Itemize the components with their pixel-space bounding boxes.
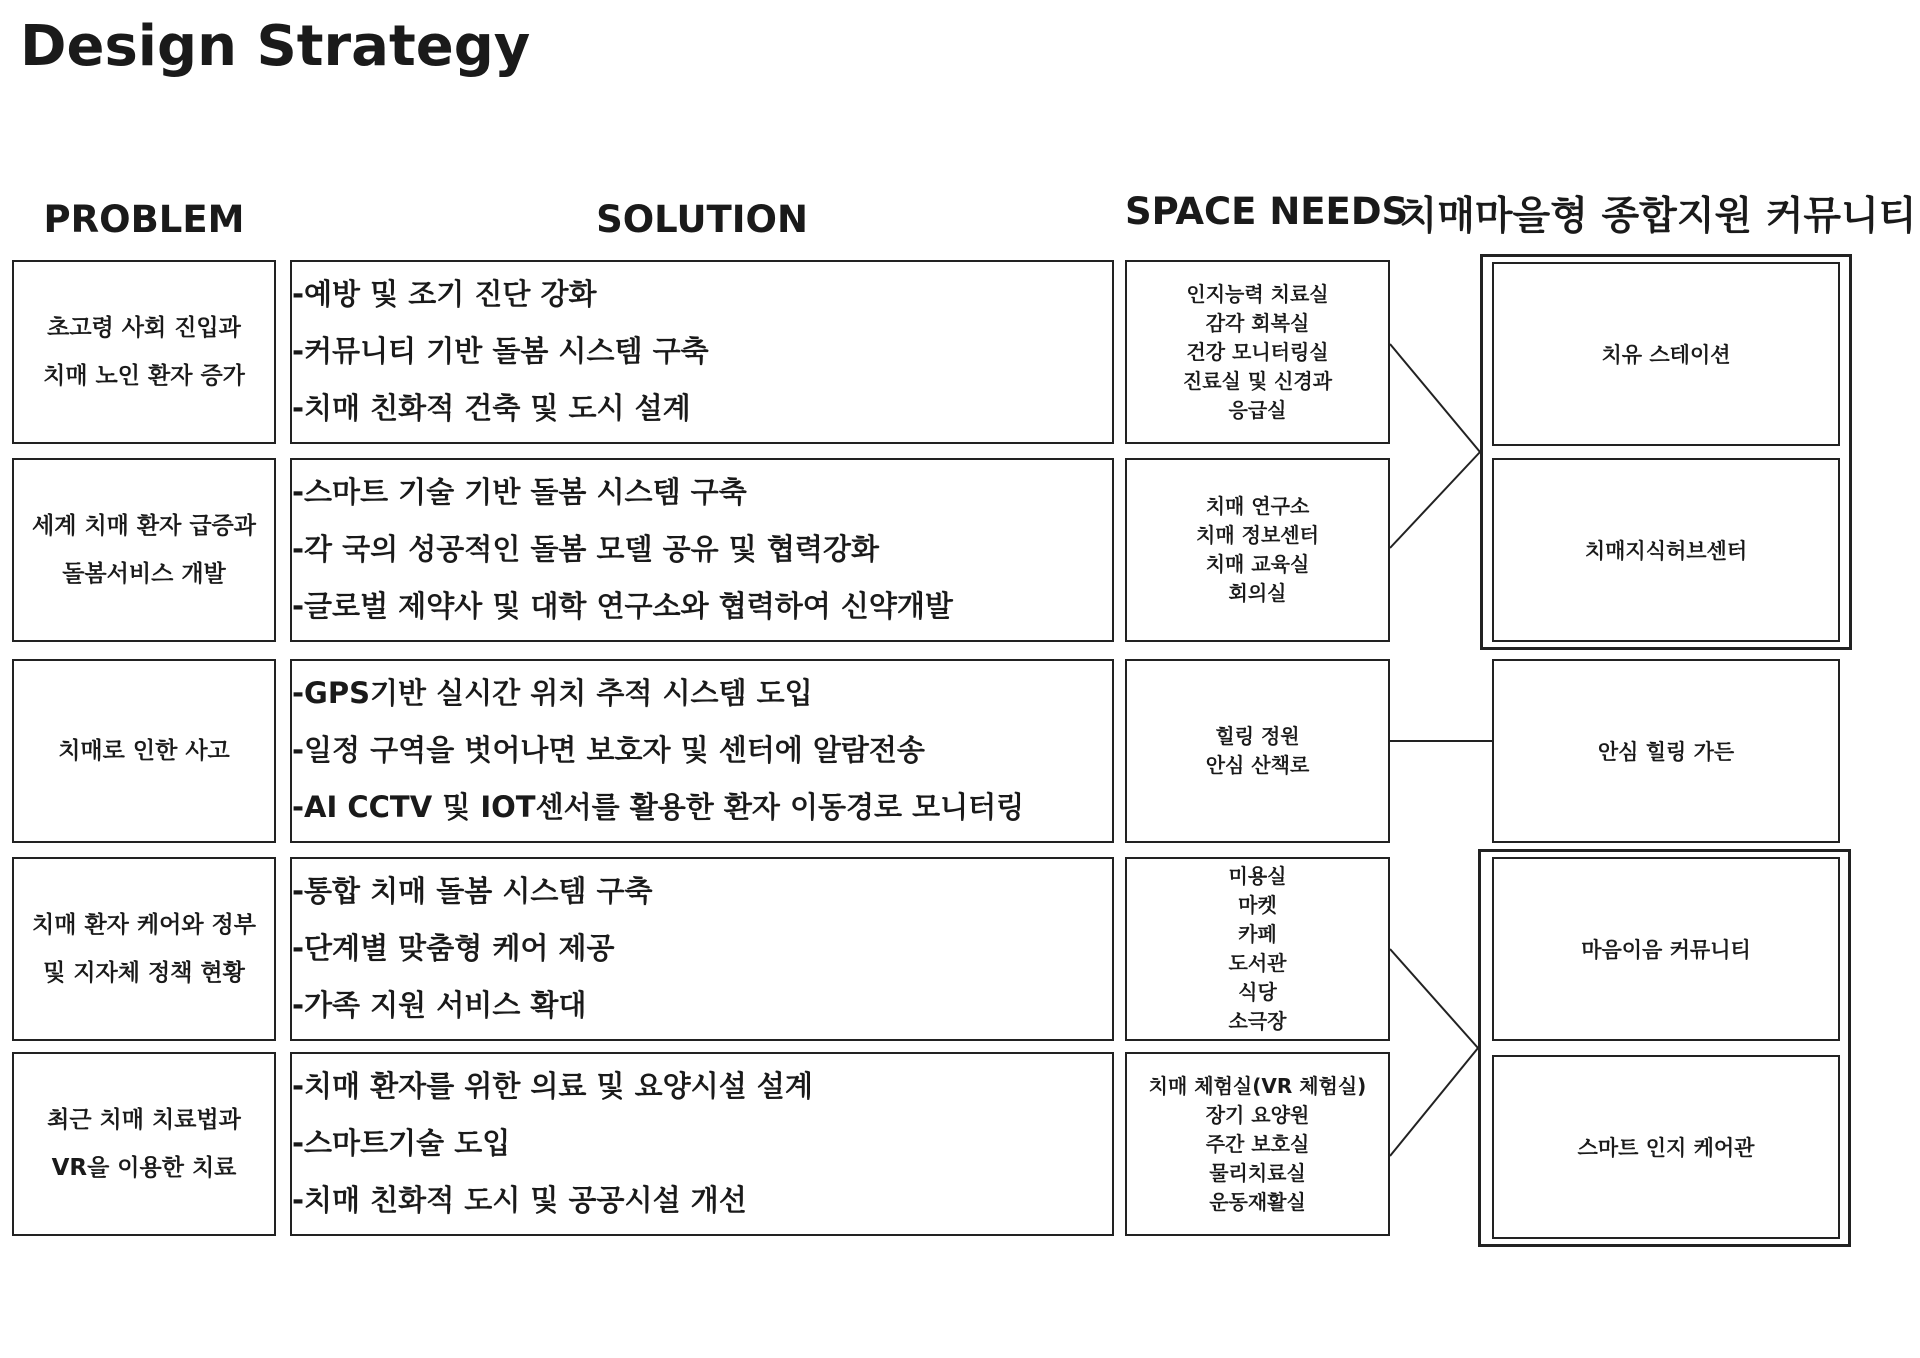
space-needs-box [1125,1052,1390,1236]
community-label: 치매지식허브센터 [1584,539,1748,563]
solution-item: -GPS기반 실시간 위치 추적 시스템 도입 [292,676,813,710]
solution-item: -가족 지원 서비스 확대 [292,988,587,1022]
space-needs-box [1125,458,1390,642]
solution-box [290,458,1114,642]
community-box [1492,262,1840,446]
community-box [1492,458,1840,642]
space-need-item: 미용실 [1228,864,1287,888]
space-need-item: 치매 정보센터 [1196,523,1319,547]
connector-line [1390,949,1478,1048]
solution-item: -각 국의 성공적인 돌봄 모델 공유 및 협력강화 [292,532,879,566]
solution-box [290,857,1114,1041]
solution-box [290,260,1114,444]
space-need-item: 치매 연구소 [1205,494,1310,518]
problem-box [12,458,276,642]
space-need-item: 주간 보호실 [1205,1131,1310,1156]
community-box [1492,1055,1840,1239]
space-need-item: 건강 모니터링실 [1186,339,1329,364]
solution-box [290,1052,1114,1236]
solution-item: -커뮤니티 기반 돌봄 시스템 구축 [292,334,709,368]
space-need-item: 치매 교육실 [1205,552,1310,576]
space-need-item: 식당 [1238,980,1277,1004]
space-need-item: 카페 [1238,922,1277,946]
solution-item: -스마트 기술 기반 돌봄 시스템 구축 [292,475,747,509]
community-box [1492,659,1840,843]
solution-item: -AI CCTV 및 IOT센서를 활용한 환자 이동경로 모니터링 [292,790,1025,824]
connector-line [1390,344,1480,452]
problem-text: 최근 치매 치료법과 VR을 이용한 치료 [47,1107,241,1181]
solution-box [290,659,1114,843]
problem-text: 세계 치매 환자 급증과 돌봄서비스 개발 [32,513,256,587]
problem-box [12,857,276,1041]
community-label: 스마트 인지 케어관 [1577,1136,1755,1160]
space-need-item: 힐링 정원 [1215,724,1300,748]
connector-line [1390,1048,1478,1156]
solution-item: -치매 친화적 건축 및 도시 설계 [292,391,691,425]
space-needs-box [1125,857,1390,1041]
space-need-item: 운동재활실 [1209,1189,1306,1214]
solution-item: -단계별 맞춤형 케어 제공 [292,931,615,965]
space-needs-box [1125,659,1390,843]
problem-text: 치매로 인한 사고 [58,738,230,764]
problem-box [12,260,276,444]
space-need-item: 인지능력 치료실 [1186,281,1329,306]
solution-item: -예방 및 조기 진단 강화 [292,277,597,311]
space-need-item: 회의실 [1228,581,1287,605]
space-need-item: 마켓 [1238,893,1277,917]
solution-header: SOLUTION [596,198,808,241]
space-needs-box [1125,260,1390,444]
problem-header: PROBLEM [43,198,245,241]
problem-text: 초고령 사회 진입과 치매 노인 환자 증가 [43,315,245,389]
solution-item: -치매 친화적 도시 및 공공시설 개선 [292,1183,747,1217]
solution-item: -글로벌 제약사 및 대학 연구소와 협력하여 신약개발 [292,589,953,623]
space-need-item: 진료실 및 신경과 [1182,368,1333,393]
problem-box [12,1052,276,1236]
space-need-item: 감각 회복실 [1205,310,1310,335]
problem-box [12,659,276,843]
community-label: 마음이음 커뮤니티 [1581,938,1751,962]
space-need-item: 치매 체험실(VR 체험실) [1148,1073,1367,1098]
space-need-item: 장기 요양원 [1205,1102,1310,1127]
community-label: 치유 스테이션 [1601,343,1731,367]
connector-line [1390,452,1480,548]
space-need-item: 응급실 [1228,397,1287,422]
problem-text: 치매 환자 케어와 정부 및 지자체 정책 현황 [32,912,256,986]
space-need-item: 안심 산책로 [1205,753,1310,777]
space-need-item: 물리치료실 [1209,1160,1306,1185]
space-need-item: 도서관 [1228,951,1287,975]
space-need-item: 소극장 [1228,1009,1287,1033]
community-box [1492,857,1840,1041]
space-needs-header: SPACE NEEDS [1125,190,1409,233]
solution-item: -치매 환자를 위한 의료 및 요양시설 설계 [292,1069,813,1103]
community-label: 안심 힐링 가든 [1597,740,1735,764]
solution-item: -통합 치매 돌봄 시스템 구축 [292,874,653,908]
solution-item: -일정 구역을 벗어나면 보호자 및 센터에 알람전송 [292,733,925,767]
solution-item: -스마트기술 도입 [292,1126,511,1160]
community-header: 치매마을형 종합지원 커뮤니티 [1399,194,1917,239]
page-title: Design Strategy [20,14,531,79]
